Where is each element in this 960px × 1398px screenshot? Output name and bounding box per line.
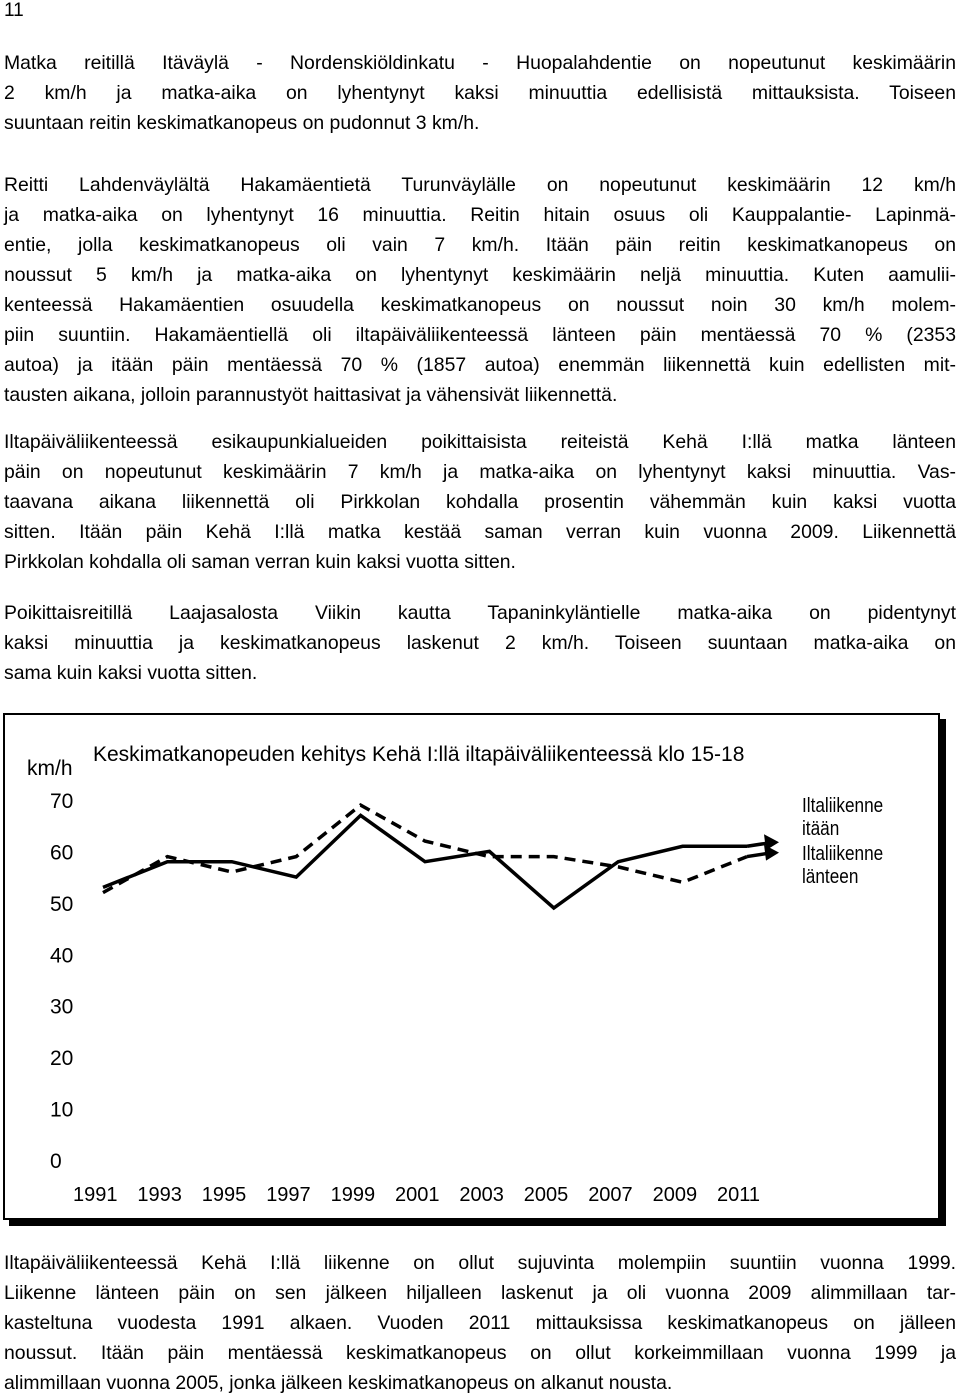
x-tick-label: 2011: [717, 1184, 761, 1206]
x-tick-label: 2001: [395, 1184, 440, 1206]
y-tick-label: 70: [50, 790, 74, 813]
y-tick-label: 30: [50, 995, 74, 1019]
page-number: 11: [4, 0, 24, 21]
x-tick-label: 1993: [137, 1184, 182, 1206]
paragraph-laajasalo: [4, 598, 956, 688]
paragraph-line: autoa) ja itään päin mentäessä 70 % (1857 autoa) enemmän liikennettä kuin edellisten mit-: [4, 354, 956, 376]
paragraph-line: Iltapäiväliikenteessä Kehä I:llä liikenne on ollut sujuvinta molempiin suuntiin vuonna 1999.: [4, 1252, 956, 1274]
paragraph-line: Liikenne länteen päin on sen jälkeen hiljalleen laskenut ja oli vuonna 2009 alimmillaan tar-: [4, 1282, 956, 1304]
paragraph-line: päin on nopeutunut keskimäärin 7 km/h ja matka-aika on lyhentynyt kaksi minuuttia. Vas-: [4, 461, 956, 483]
paragraph-line: taavana aikana liikennettä oli Pirkkolan kohdalla prosentin vähemmän kuin kaksi vuotta: [4, 491, 956, 513]
x-tick-label: 2003: [459, 1184, 504, 1206]
paragraph-line: sitten. Itään päin Kehä I:llä matka kestää saman verran kuin vuonna 2009. Liikennettä: [4, 521, 956, 543]
y-tick-label: 0: [50, 1150, 62, 1173]
speed-line-chart: [5, 715, 938, 1218]
paragraph-line: Pirkkolan kohdalla oli saman verran kuin kaksi vuotta sitten.: [4, 551, 516, 573]
paragraph-line: Iltapäiväliikenteessä esikaupunkialueiden poikittaisista reiteistä Kehä I:llä matka länteen: [4, 431, 956, 453]
chart-frame: [3, 713, 940, 1220]
paragraph-line: tausten aikana, jolloin parannustyöt haittasivat ja vähensivät liikennettä.: [4, 384, 618, 406]
paragraph-line: piin suuntiin. Hakamäentiellä oli iltapäiväliikenteessä länteen päin mentäessä 70 % (2353: [4, 324, 956, 346]
y-tick-label: 60: [50, 841, 74, 865]
x-tick-label: 1999: [330, 1184, 376, 1206]
paragraph-keha-i: [4, 427, 956, 577]
paragraph-line: kaksi minuuttia ja keskimatkanopeus laskenut 2 km/h. Toiseen suuntaan matka-aika on: [4, 632, 956, 654]
y-axis-label: km/h: [27, 757, 73, 780]
paragraph-line: noussut. Itään päin mentäessä keskimatkanopeus on ollut korkeimmillaan vuonna 1999 ja: [4, 1342, 956, 1364]
paragraph-line: ja matka-aika on lyhentynyt 16 minuuttia. Reitin hitain osuus oli Kauppalantie- Lapinmä-: [4, 204, 956, 226]
x-tick-label: 2009: [652, 1184, 698, 1206]
paragraph-itavayla: [4, 48, 956, 138]
paragraph-line: Matka reitillä Itäväylä - Nordenskiöldinkatu - Huopalahdentie on nopeutunut keskimäärin: [4, 52, 956, 74]
x-tick-label: 2005: [523, 1184, 569, 1206]
paragraph-keha-i-summary: [4, 1248, 956, 1398]
x-tick-label: 2007: [588, 1184, 633, 1206]
series-arrow-head: [764, 845, 779, 861]
paragraph-line: noussut 5 km/h ja matka-aika on lyhentynyt keskimäärin neljä minuuttia. Kuten aamulii-: [4, 264, 956, 286]
paragraph-hakamaentie: [4, 170, 956, 410]
paragraph-line: suuntaan reitin keskimatkanopeus on pudonnut 3 km/h.: [4, 112, 480, 134]
paragraph-line: Reitti Lahdenväylältä Hakamäentietä Turunväylälle on nopeutunut keskimäärin 12 km/h: [4, 174, 956, 196]
x-tick-label: 1997: [266, 1184, 311, 1206]
y-tick-label: 50: [50, 892, 74, 916]
paragraph-line: kasteltuna vuodesta 1991 alkaen. Vuoden 2011 mittauksissa keskimatkanopeus on jälleen: [4, 1312, 956, 1334]
legend-label: Iltaliikenne itään: [802, 793, 884, 840]
paragraph-line: entie, jolla keskimatkanopeus oli vain 7 km/h. Itään päin reitin keskimatkanopeus on: [4, 234, 956, 256]
chart-title: Keskimatkanopeuden kehitys Kehä I:llä iltapäiväliikenteessä klo 15-18: [93, 743, 745, 766]
series-line-lanteen: [103, 805, 747, 893]
series-line-itaan: [103, 815, 747, 908]
paragraph-line: 2 km/h ja matka-aika on lyhentynyt kaksi minuuttia edellisistä mittauksista. Toiseen: [4, 82, 956, 104]
y-tick-label: 20: [50, 1047, 74, 1071]
x-tick-label: 1995: [201, 1184, 247, 1206]
legend-label: Iltaliikenne länteen: [802, 841, 884, 888]
x-tick-label: 1991: [73, 1184, 118, 1206]
y-tick-label: 10: [50, 1098, 74, 1122]
paragraph-line: alimmillaan vuonna 2005, jonka jälkeen keskimatkanopeus on alkanut nousta.: [4, 1372, 673, 1394]
y-tick-label: 40: [50, 944, 74, 968]
paragraph-line: Poikittaisreitillä Laajasalosta Viikin kautta Tapaninkyläntielle matka-aika on pidentynyt: [4, 602, 956, 624]
paragraph-line: kenteessä Hakamäentien osuudella keskimatkanopeus on noussut noin 30 km/h molem-: [4, 294, 956, 316]
paragraph-line: sama kuin kaksi vuotta sitten.: [4, 662, 258, 684]
